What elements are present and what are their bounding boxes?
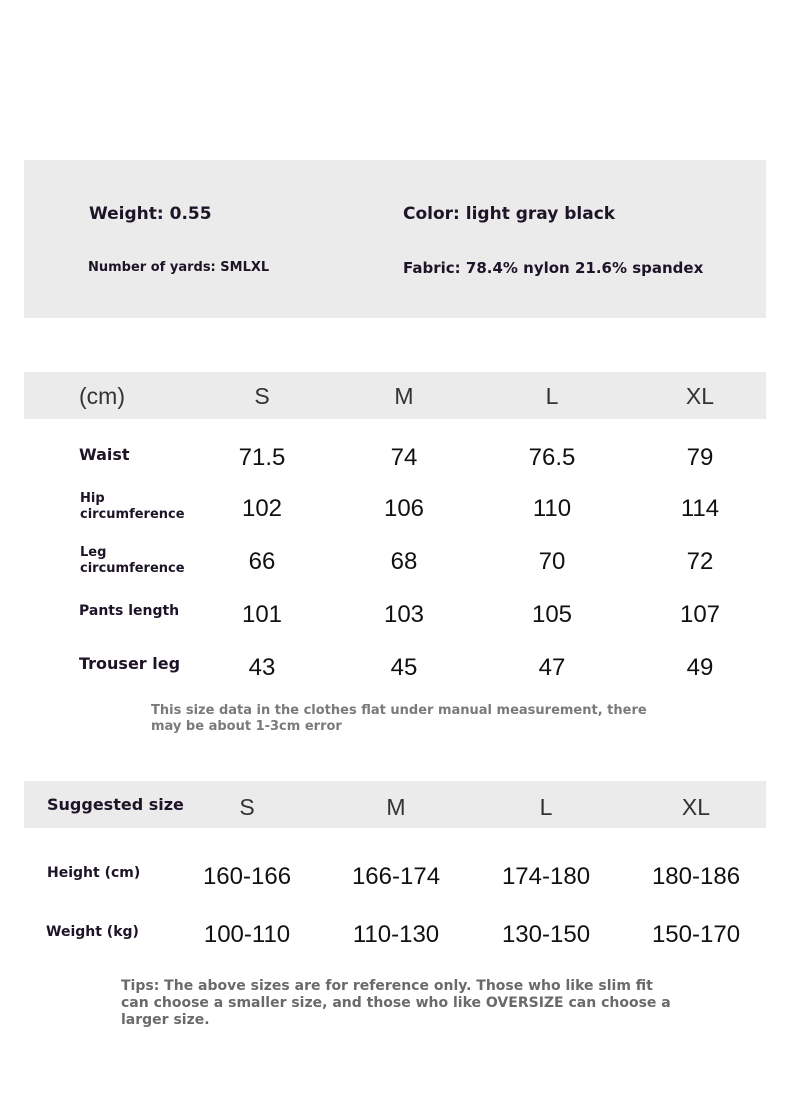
cell-value: 105 (531, 601, 573, 628)
cell-value: 47 (538, 654, 566, 681)
cell-value: 110-130 (352, 921, 440, 948)
cell-value: 110 (532, 495, 572, 522)
weight-info: Weight: 0.55 (89, 204, 212, 224)
cell-value: 68 (390, 548, 418, 575)
cell-value: 114 (680, 495, 720, 522)
row-label-trouser-leg: Trouser leg (79, 654, 181, 673)
cell-value: 160-166 (202, 863, 292, 890)
cell-value: 101 (241, 601, 283, 628)
row-label-hip: Hip circumference (80, 491, 185, 522)
cell-value: 100-110 (203, 921, 291, 948)
product-info-panel (24, 160, 766, 318)
row-label-waist: Waist (79, 445, 130, 464)
size-header-l: L (545, 383, 559, 409)
cell-value: 107 (679, 601, 721, 628)
cell-value: 70 (538, 548, 566, 575)
suggested-header-l: L (539, 794, 553, 820)
cell-value: 166-174 (351, 863, 441, 890)
cell-value: 45 (390, 654, 418, 681)
row-label-height: Height (cm) (47, 865, 141, 881)
size-header-m: M (394, 383, 414, 409)
suggested-header-m: M (386, 794, 406, 820)
cell-value: 103 (383, 601, 425, 628)
cell-value: 150-170 (651, 921, 741, 948)
color-info: Color: light gray black (403, 204, 616, 224)
suggested-size-label: Suggested size (47, 795, 184, 814)
row-label-weight: Weight (kg) (46, 924, 139, 940)
cell-value: 79 (686, 444, 714, 471)
cell-value: 74 (390, 444, 418, 471)
suggested-header-s: S (239, 794, 255, 820)
cell-value: 130-150 (501, 921, 591, 948)
row-label-leg: Leg circumference (80, 545, 185, 576)
suggested-header-xl: XL (681, 794, 711, 820)
cell-value: 43 (248, 654, 276, 681)
tips-note: Tips: The above sizes are for reference only. Those who like slim fit can choose a smaller size, and those who like OVERSIZE can choose a larger size. (121, 978, 671, 1028)
cell-value: 66 (248, 548, 276, 575)
size-header-xl: XL (685, 383, 715, 409)
cell-value: 71.5 (238, 444, 286, 471)
cell-value: 180-186 (651, 863, 741, 890)
cell-value: 106 (383, 495, 425, 522)
size-header-s: S (254, 383, 270, 409)
cell-value: 174-180 (501, 863, 591, 890)
cell-value: 49 (686, 654, 714, 681)
measurement-note: This size data in the clothes flat under manual measurement, there may be about 1-3cm error (151, 703, 647, 734)
cell-value: 76.5 (528, 444, 576, 471)
size-table-unit-label: (cm) (79, 383, 125, 409)
yards-info: Number of yards: SMLXL (88, 260, 270, 275)
row-label-pants-length: Pants length (79, 603, 180, 619)
cell-value: 72 (686, 548, 714, 575)
fabric-info: Fabric: 78.4% nylon 21.6% spandex (403, 259, 704, 277)
cell-value: 102 (241, 495, 283, 522)
